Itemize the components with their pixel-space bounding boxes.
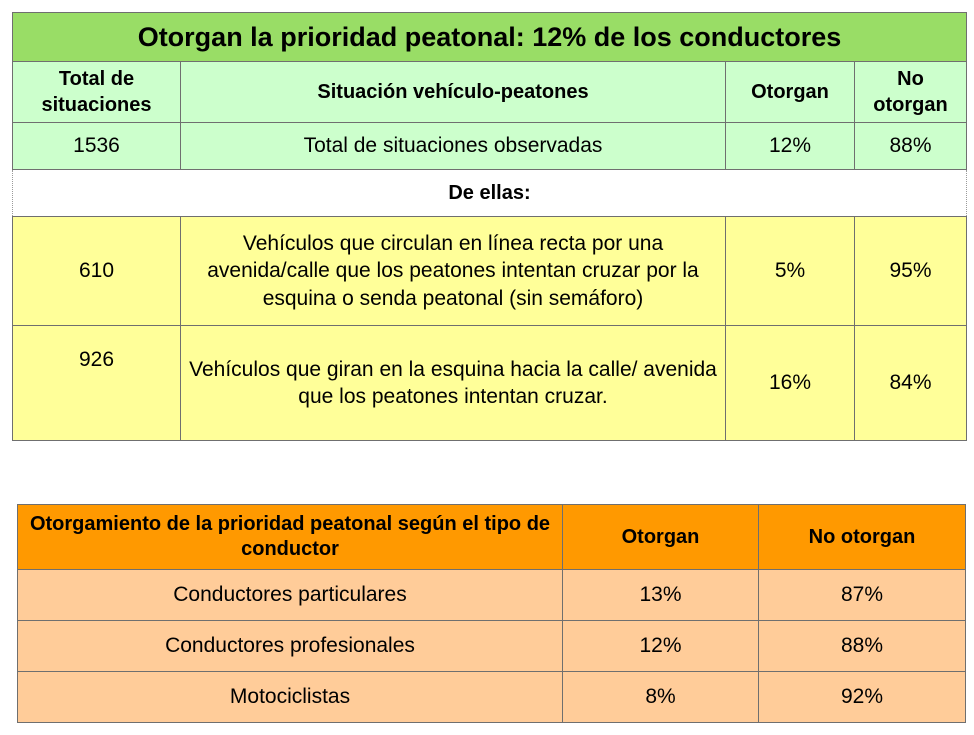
prioridad-summary-table — [12, 12, 967, 441]
table-title: Otorgan la prioridad peatonal: 12% de los conductores — [13, 13, 967, 62]
cell-no-otorgan: 92% — [759, 672, 966, 723]
cell-no-otorgan: 84% — [855, 326, 967, 441]
separator-row — [13, 170, 967, 217]
cell-otorgan: 5% — [726, 217, 855, 326]
header-otorgan: Otorgan — [726, 62, 855, 123]
table-row — [18, 570, 966, 621]
header-no-otorgan: No otorgan — [759, 505, 966, 570]
cell-otorgan: 13% — [563, 570, 759, 621]
table-row-total — [13, 123, 967, 170]
header-otorgan: Otorgan — [563, 505, 759, 570]
cell-tipo: Motociclistas — [18, 672, 563, 723]
cell-no-otorgan: 87% — [759, 570, 966, 621]
table-row — [13, 217, 967, 326]
cell-no-otorgan: 88% — [759, 621, 966, 672]
cell-total: 610 — [13, 217, 181, 326]
conductor-type-table — [17, 504, 966, 723]
cell-otorgan: 16% — [726, 326, 855, 441]
header-tipo-conductor: Otorgamiento de la prioridad peatonal según el tipo de conductor — [18, 505, 563, 570]
cell-situacion: Vehículos que circulan en línea recta por una avenida/calle que los peatones intentan cruzar por la esquina o senda peatonal (sin semáforo) — [181, 217, 726, 326]
header-situacion: Situación vehículo-peatones — [181, 62, 726, 123]
separator-label: De ellas: — [13, 170, 967, 217]
table-row — [18, 621, 966, 672]
cell-otorgan: 8% — [563, 672, 759, 723]
cell-situacion: Vehículos que giran en la esquina hacia la calle/ avenida que los peatones intentan cruzar. — [181, 326, 726, 441]
cell-otorgan: 12% — [726, 123, 855, 170]
cell-situacion: Total de situaciones observadas — [181, 123, 726, 170]
table-row — [18, 672, 966, 723]
cell-tipo: Conductores profesionales — [18, 621, 563, 672]
cell-total: 926 — [13, 326, 181, 441]
cell-otorgan: 12% — [563, 621, 759, 672]
header-total-situaciones: Total de situaciones — [13, 62, 181, 123]
cell-no-otorgan: 95% — [855, 217, 967, 326]
cell-no-otorgan: 88% — [855, 123, 967, 170]
table-row — [13, 326, 967, 441]
cell-tipo: Conductores particulares — [18, 570, 563, 621]
cell-total: 1536 — [13, 123, 181, 170]
header-no-otorgan: No otorgan — [855, 62, 967, 123]
